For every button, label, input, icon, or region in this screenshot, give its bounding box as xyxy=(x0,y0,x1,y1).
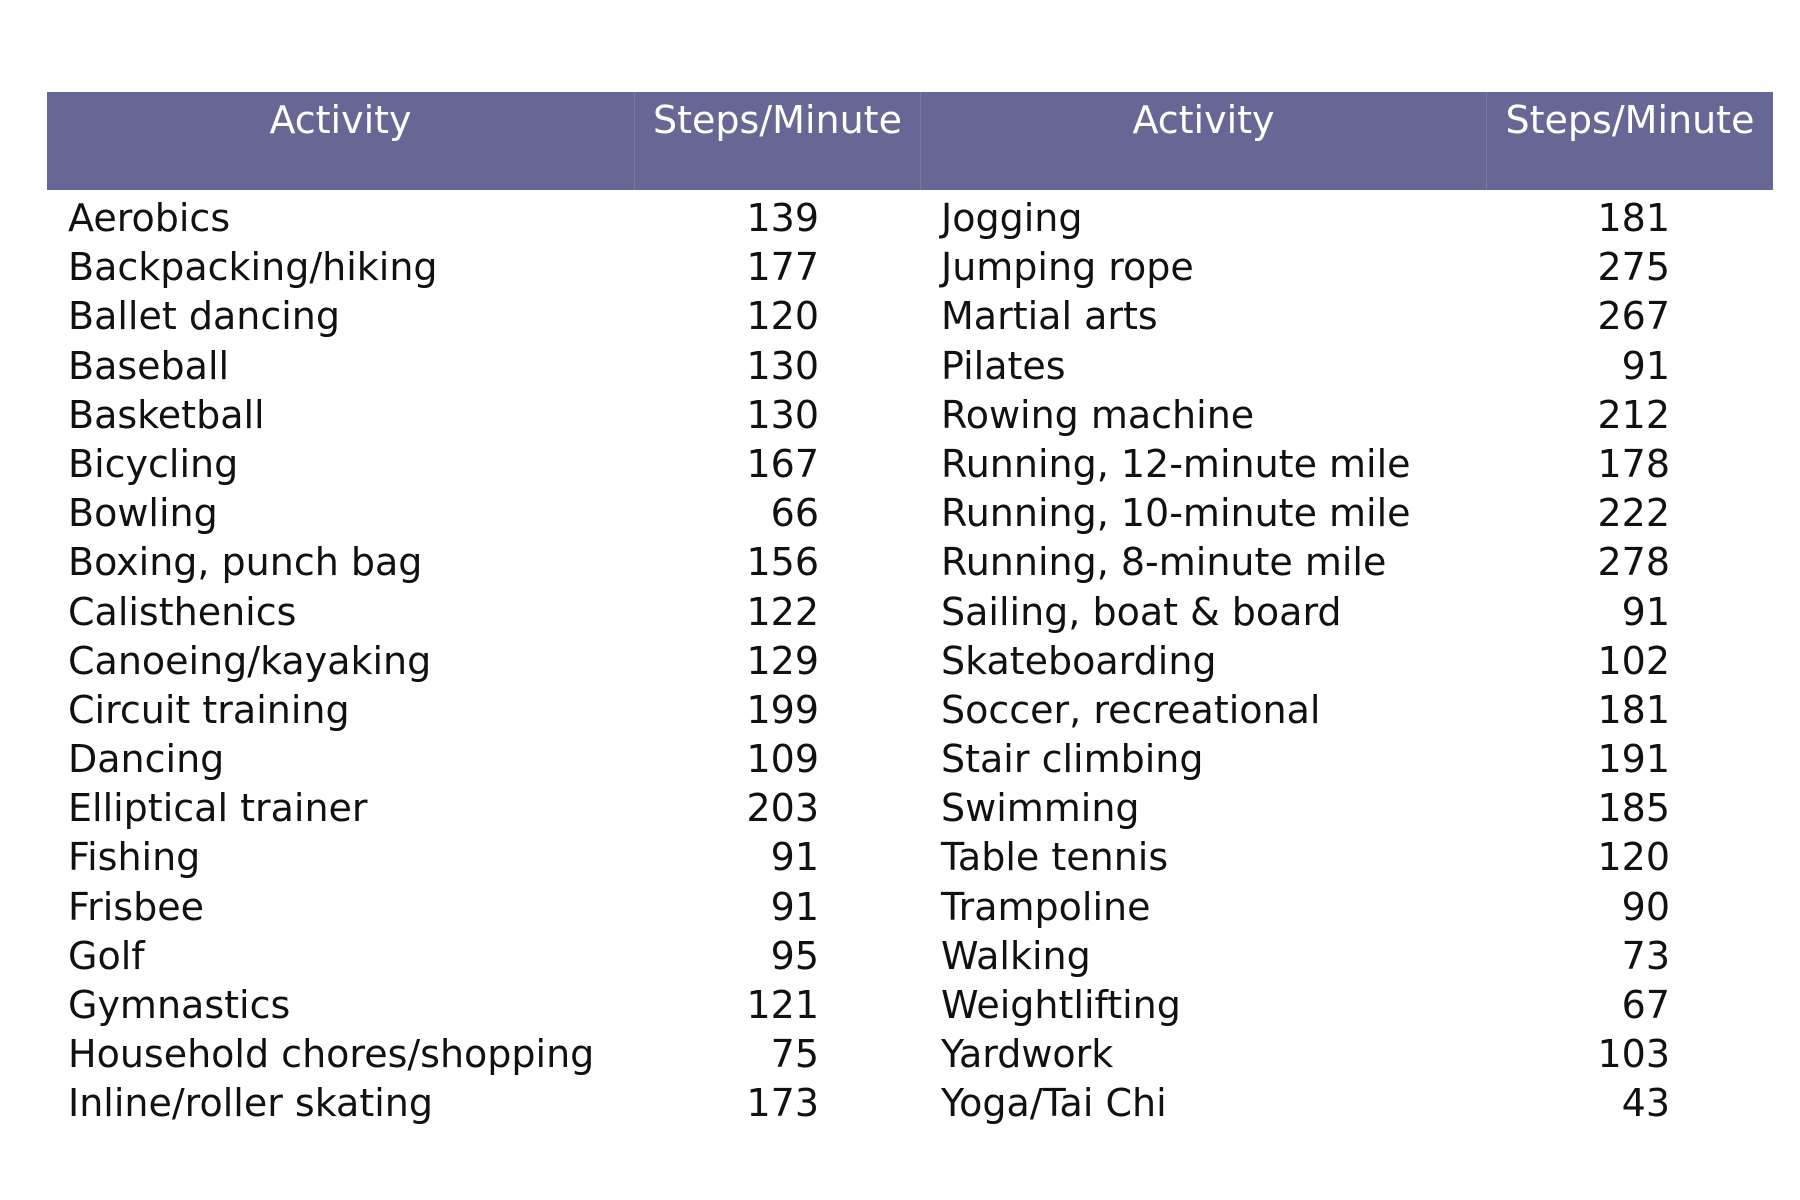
right-steps-cell: 278 xyxy=(1597,540,1670,585)
right-activity-cell: Swimming xyxy=(941,786,1140,831)
right-steps-cell: 103 xyxy=(1597,1032,1670,1077)
left-steps-cell: 129 xyxy=(746,638,819,683)
left-steps-cell: 95 xyxy=(770,933,819,978)
left-steps-cell: 156 xyxy=(746,540,819,585)
left-activity-cell: Frisbee xyxy=(68,884,204,929)
left-steps-cell: 130 xyxy=(746,392,819,437)
right-activity-cell: Yoga/Tai Chi xyxy=(941,1081,1167,1126)
left-steps-cell: 167 xyxy=(746,441,819,486)
header-steps-left: Steps/Minute xyxy=(635,92,921,190)
right-activity-cell: Running, 8-minute mile xyxy=(941,540,1387,585)
right-activity-cell: Sailing, boat & board xyxy=(941,589,1342,634)
right-steps-cell: 102 xyxy=(1597,638,1670,683)
left-steps-cell: 203 xyxy=(746,786,819,831)
right-steps-column xyxy=(1487,194,1773,1129)
left-activity-cell: Canoeing/kayaking xyxy=(68,638,432,683)
left-steps-cell: 199 xyxy=(746,687,819,732)
right-steps-cell: 43 xyxy=(1621,1081,1670,1126)
right-steps-cell: 185 xyxy=(1597,786,1670,831)
right-steps-cell: 181 xyxy=(1597,196,1670,240)
left-activity-cell: Elliptical trainer xyxy=(68,786,368,831)
left-activity-cell: Circuit training xyxy=(68,687,350,732)
steps-per-minute-table xyxy=(47,92,1773,1129)
right-activity-cell: Skateboarding xyxy=(941,638,1217,683)
right-activity-cell: Rowing machine xyxy=(941,392,1255,437)
left-activity-cell: Golf xyxy=(68,933,145,978)
right-steps-cell: 120 xyxy=(1597,835,1670,880)
right-activity-cell: Table tennis xyxy=(941,835,1169,880)
left-activity-cell: Calisthenics xyxy=(68,589,297,634)
right-steps-cell: 73 xyxy=(1621,933,1670,978)
right-activity-cell: Running, 12-minute mile xyxy=(941,441,1411,486)
left-activity-cell: Bowling xyxy=(68,491,218,536)
left-activity-cell: Boxing, punch bag xyxy=(68,540,423,585)
left-activity-cell: Ballet dancing xyxy=(68,294,340,339)
right-steps-cell: 275 xyxy=(1597,245,1670,290)
right-steps-cell: 91 xyxy=(1621,343,1670,388)
right-steps-cell: 191 xyxy=(1597,737,1670,782)
left-activity-cell: Fishing xyxy=(68,835,201,880)
right-steps-cell: 91 xyxy=(1621,589,1670,634)
left-steps-cell: 75 xyxy=(770,1032,819,1077)
right-activity-cell: Trampoline xyxy=(941,884,1151,929)
left-steps-cell: 177 xyxy=(746,245,819,290)
left-steps-cell: 122 xyxy=(746,589,819,634)
left-steps-cell: 121 xyxy=(746,983,819,1027)
left-activity-cell: Inline/roller skating xyxy=(68,1081,433,1126)
right-activity-cell: Jogging xyxy=(941,196,1083,240)
right-steps-cell: 67 xyxy=(1621,983,1670,1027)
right-steps-cell: 212 xyxy=(1597,392,1670,437)
table-header-row xyxy=(47,92,1773,190)
left-steps-cell: 91 xyxy=(770,884,819,929)
left-activity-cell: Basketball xyxy=(68,392,265,437)
left-activity-column xyxy=(47,194,635,1129)
right-steps-cell: 178 xyxy=(1597,441,1670,486)
right-activity-cell: Stair climbing xyxy=(941,737,1204,782)
right-activity-cell: Running, 10-minute mile xyxy=(941,491,1411,536)
right-steps-cell: 267 xyxy=(1597,294,1670,339)
left-steps-cell: 130 xyxy=(746,343,819,388)
right-activity-column xyxy=(921,194,1487,1129)
left-steps-column xyxy=(635,194,921,1129)
left-activity-cell: Aerobics xyxy=(68,196,231,240)
right-activity-cell: Jumping rope xyxy=(941,245,1194,290)
left-activity-cell: Gymnastics xyxy=(68,983,291,1027)
right-activity-cell: Weightlifting xyxy=(941,983,1181,1027)
right-steps-cell: 222 xyxy=(1597,491,1670,536)
left-activity-cell: Dancing xyxy=(68,737,225,782)
right-activity-cell: Martial arts xyxy=(941,294,1158,339)
right-activity-cell: Yardwork xyxy=(941,1032,1114,1077)
left-steps-cell: 109 xyxy=(746,737,819,782)
left-steps-cell: 173 xyxy=(746,1081,819,1126)
left-activity-cell: Backpacking/hiking xyxy=(68,245,438,290)
right-activity-cell: Walking xyxy=(941,933,1091,978)
left-steps-cell: 120 xyxy=(746,294,819,339)
left-activity-cell: Bicycling xyxy=(68,441,239,486)
right-activity-cell: Soccer, recreational xyxy=(941,687,1321,732)
header-activity-right: Activity xyxy=(921,92,1487,190)
left-steps-cell: 66 xyxy=(770,491,819,536)
left-activity-cell: Baseball xyxy=(68,343,230,388)
left-steps-cell: 91 xyxy=(770,835,819,880)
table-body xyxy=(47,190,1773,1129)
header-activity-left: Activity xyxy=(47,92,635,190)
right-steps-cell: 181 xyxy=(1597,687,1670,732)
right-activity-cell: Pilates xyxy=(941,343,1066,388)
right-steps-cell: 90 xyxy=(1621,884,1670,929)
left-steps-cell: 139 xyxy=(746,196,819,240)
header-steps-right: Steps/Minute xyxy=(1505,98,1755,142)
left-activity-cell: Household chores/shopping xyxy=(68,1032,595,1077)
